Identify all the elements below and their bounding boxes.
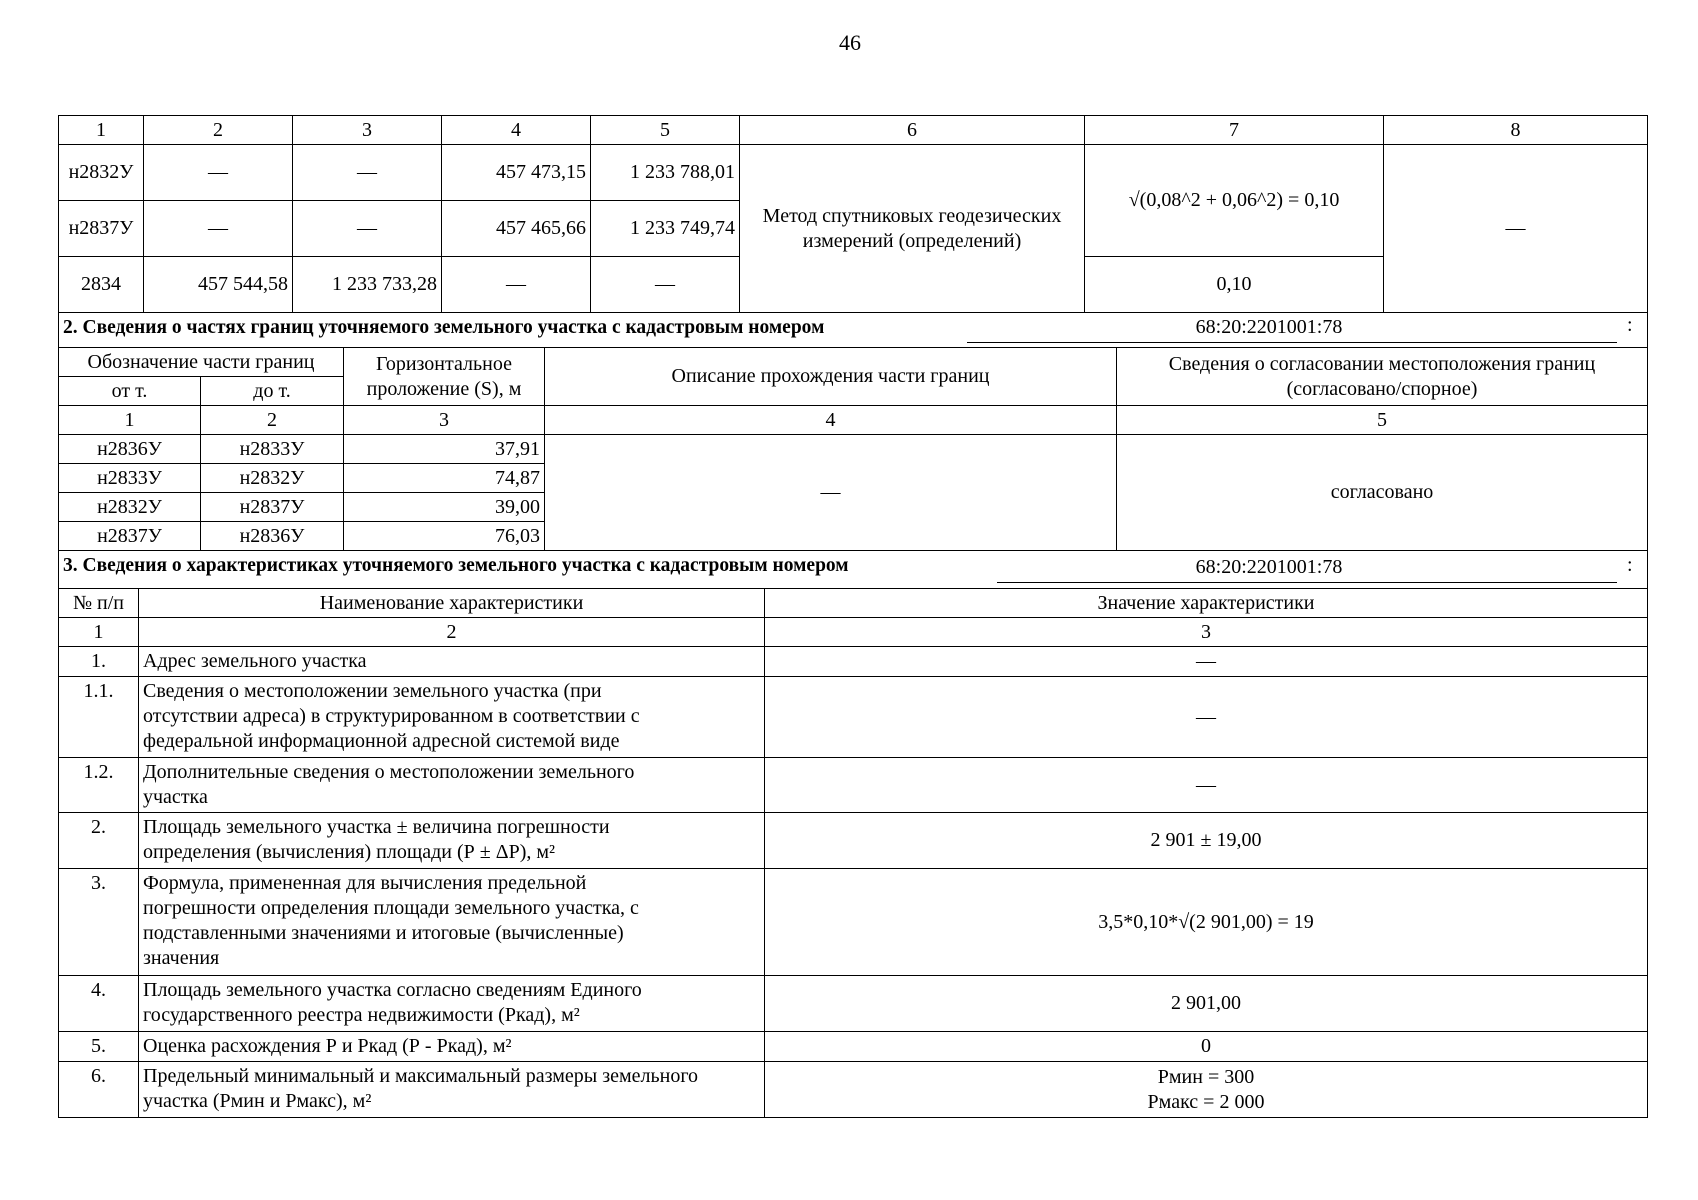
col8-cell: —	[1383, 144, 1648, 313]
row-number: 5.	[58, 1031, 139, 1062]
header-to: до т.	[200, 376, 344, 406]
colon: :	[1627, 314, 1633, 336]
characteristic-name: Адрес земельного участка	[138, 646, 765, 677]
row-number: 6.	[58, 1061, 139, 1118]
header-designation: Обозначение части границ	[58, 347, 344, 377]
from-point: н2837У	[58, 521, 201, 551]
new-y: —	[590, 256, 740, 313]
cadastral-underline	[997, 582, 1617, 583]
from-point: н2832У	[58, 492, 201, 522]
col-header-5: 5	[590, 115, 740, 145]
characteristic-value: —	[764, 676, 1648, 758]
formula-cell: √(0,08^2 + 0,06^2) = 0,10	[1084, 144, 1384, 257]
from-point: н2836У	[58, 434, 201, 464]
col-header-3: 3	[292, 115, 442, 145]
header-from: от т.	[58, 376, 201, 406]
col-header-1: 1	[58, 115, 144, 145]
col-header-2: 2	[143, 115, 293, 145]
row-number: 2.	[58, 812, 139, 869]
col-number-5: 5	[1116, 405, 1648, 435]
new-y: 1 233 749,74	[590, 200, 740, 257]
row-number: 3.	[58, 868, 139, 976]
colon: :	[1627, 554, 1633, 576]
to-point: н2836У	[200, 521, 344, 551]
section-3-title-bar	[58, 550, 1648, 589]
header-value: Значение характеристики	[764, 588, 1648, 618]
description-value: —	[544, 434, 1117, 551]
old-y: —	[292, 144, 442, 201]
point-name: н2837У	[58, 200, 144, 257]
page-number: 46	[839, 30, 861, 55]
method-cell: Метод спутниковых геодезических измерений (определений)	[739, 144, 1085, 313]
header-length: Горизонтальное проложение (S), м	[343, 347, 545, 406]
point-name: 2834	[58, 256, 144, 313]
new-x: —	[441, 256, 591, 313]
header-agreement: Сведения о согласовании местоположения границ (согласовано/спорное)	[1116, 347, 1648, 406]
col-number-1: 1	[58, 617, 139, 647]
col-header-8: 8	[1383, 115, 1648, 145]
new-y: 1 233 788,01	[590, 144, 740, 201]
row-number: 1.2.	[58, 757, 139, 813]
length-value: 37,91	[343, 434, 545, 464]
characteristic-value: 3,5*0,10*√(2 901,00) = 19	[764, 868, 1648, 976]
section-2-title-bar	[58, 312, 1648, 348]
point-name: н2832У	[58, 144, 144, 201]
col-header-6: 6	[739, 115, 1085, 145]
old-y: —	[292, 200, 442, 257]
row-number: 4.	[58, 975, 139, 1032]
characteristic-name: Сведения о местоположении земельного участка (при отсутствии адреса) в структурированном в соответствии с федеральной информационной адресной системой виде	[138, 676, 765, 758]
row-number: 1.1.	[58, 676, 139, 758]
characteristic-name: Предельный минимальный и максимальный размеры земельного участка (Рмин и Рмакс), м²	[138, 1061, 765, 1118]
old-y: 1 233 733,28	[292, 256, 442, 313]
col-number-2: 2	[200, 405, 344, 435]
length-value: 39,00	[343, 492, 545, 522]
characteristic-value: Рмин = 300 Рмакс = 2 000	[764, 1061, 1648, 1118]
new-x: 457 473,15	[441, 144, 591, 201]
length-value: 74,87	[343, 463, 545, 493]
col-header-4: 4	[441, 115, 591, 145]
characteristic-value: —	[764, 757, 1648, 813]
characteristic-name: Оценка расхождения Р и Ркад (Р - Ркад), м²	[138, 1031, 765, 1062]
header-description: Описание прохождения части границ	[544, 347, 1117, 406]
old-x: —	[143, 144, 293, 201]
section-2-title: 2. Сведения о частях границ уточняемого земельного участка с кадастровым номером	[63, 317, 825, 338]
header-num: № п/п	[58, 588, 139, 618]
characteristic-name: Дополнительные сведения о местоположении земельного участка	[138, 757, 765, 813]
col-number-4: 4	[544, 405, 1117, 435]
section-3-cadastral-number: 68:20:2201001:78	[1195, 556, 1343, 578]
new-x: 457 465,66	[441, 200, 591, 257]
row-number: 1.	[58, 646, 139, 677]
to-point: н2832У	[200, 463, 344, 493]
characteristic-value: —	[764, 646, 1648, 677]
to-point: н2837У	[200, 492, 344, 522]
section-3-title: 3. Сведения о характеристиках уточняемого земельного участка с кадастровым номером	[63, 555, 849, 576]
characteristic-name: Площадь земельного участка согласно сведениям Единого государственного реестра недвижимости (Ркад), м²	[138, 975, 765, 1032]
accuracy-cell: 0,10	[1084, 256, 1384, 313]
col-number-2: 2	[138, 617, 765, 647]
section-2-cadastral-number: 68:20:2201001:78	[1195, 316, 1343, 338]
old-x: —	[143, 200, 293, 257]
length-value: 76,03	[343, 521, 545, 551]
to-point: н2833У	[200, 434, 344, 464]
col-header-7: 7	[1084, 115, 1384, 145]
characteristic-value: 2 901 ± 19,00	[764, 812, 1648, 869]
old-x: 457 544,58	[143, 256, 293, 313]
characteristic-name: Площадь земельного участка ± величина погрешности определения (вычисления) площади (Р ± ΔР), м²	[138, 812, 765, 869]
agreement-value: согласовано	[1116, 434, 1648, 551]
header-name: Наименование характеристики	[138, 588, 765, 618]
col-number-3: 3	[764, 617, 1648, 647]
characteristic-value: 0	[764, 1031, 1648, 1062]
col-number-3: 3	[343, 405, 545, 435]
from-point: н2833У	[58, 463, 201, 493]
cadastral-underline	[967, 342, 1617, 343]
col-number-1: 1	[58, 405, 201, 435]
characteristic-name: Формула, примененная для вычисления предельной погрешности определения площади земельного участка, с подставленными значениями и итоговые (вычисленные) значения	[138, 868, 765, 976]
characteristic-value: 2 901,00	[764, 975, 1648, 1032]
